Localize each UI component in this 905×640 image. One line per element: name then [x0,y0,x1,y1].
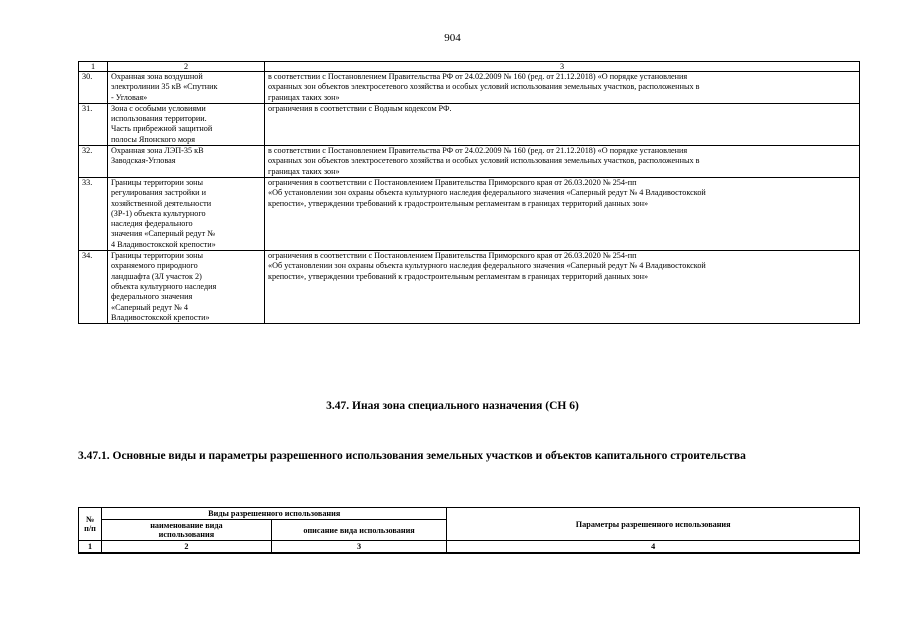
index-cell-4: 4 [447,541,860,554]
header-cell-1: 1 [79,62,108,72]
index-cell-3: 3 [271,541,447,554]
line: использования территории. [111,114,207,124]
zone-description [265,72,860,104]
line: - Угловая» [111,92,148,102]
line: крепости», утверждении требований к градостроительным регламентам в границах территорий данных зон» [268,198,649,208]
line: ландшафта (ЗЛ участок 2) [111,271,202,281]
line: ограничения в соответствии с Постановлением Правительства Приморского края от 26.03.2020 № 254-пп [268,177,637,187]
line: Заводская-Угловая [111,156,176,166]
index-cell-2: 2 [102,541,272,554]
zone-name [108,72,265,104]
line: хозяйственной деятельности [111,198,212,208]
line: охраняемого природного [111,261,198,271]
line: № [85,515,95,524]
line: Охранная зона ЛЭП-35 кВ [111,146,204,156]
line: регулирования застройки и [111,188,206,198]
table-row [79,103,860,145]
page-number: 904 [444,32,461,44]
zone-description [265,177,860,250]
row-number: 31. [79,103,108,145]
section-title: 3.47. Иная зона специального назначения (СН 6) [326,400,579,412]
header-cell-2: 2 [108,62,265,72]
line: значения «Саперный редут № [111,229,216,239]
restrictions-table [78,61,860,324]
table-row [79,177,860,250]
index-cell-1: 1 [79,541,102,554]
row-number: 32. [79,146,108,178]
line: ограничения в соответствии с Постановлением Правительства Приморского края от 26.03.2020 № 254-пп [268,251,637,261]
line: «Об установлении зон охраны объекта культурного наследия федерального значения «Саперный редут № 4 Владивостокской [268,188,706,198]
line: границах таких зон» [268,92,340,102]
line: границах таких зон» [268,166,340,176]
line: объекта культурного наследия [111,281,217,291]
table-row [79,72,860,104]
row-number: 33. [79,177,108,250]
line: (ЗР-1) объекта культурного [111,208,206,218]
subsection-title: 3.47.1. Основные виды и параметры разрешенного использования земельных участков и объектов капитального строительства [78,450,746,462]
zone-description [265,103,860,145]
table-header-row [79,62,860,72]
zone-name [108,251,265,324]
zone-description [265,251,860,324]
line: Границы территории зоны [111,251,204,261]
usage-types-table [78,507,860,554]
table-header-row [79,508,860,520]
line: в соответствии с Постановлением Правительства РФ от 24.02.2009 № 160 (ред. от 21.12.2018) «О порядке установления [268,146,688,156]
line: полосы Японского моря [111,134,195,144]
line: охранных зон объектов электросетевого хозяйства и особых условий использования земельных участков, расположенных в [268,156,700,166]
line: 4 Владивостокской крепости» [111,239,216,249]
line: Охранная зона воздушной [111,72,203,81]
number-column-header [79,508,102,541]
line: Границы территории зоны [111,177,204,187]
zone-description [265,146,860,178]
zone-name [108,146,265,178]
zone-name [108,177,265,250]
line: «Об установлении зон охраны объекта культурного наследия федерального значения «Саперный редут № 4 Владивостокской [268,261,706,271]
parameters-header: Параметры разрешенного использования [447,508,860,541]
line: наименование вида [150,521,223,530]
line: Зона с особыми условиями [111,103,206,113]
column-index-row [79,541,860,554]
line: Часть прибрежной защитной [111,124,213,134]
table-row [79,251,860,324]
line: крепости», утверждении требований к градостроительным регламентам в границах территорий данных зон» [268,271,649,281]
usage-types-group-header: Виды разрешенного использования [102,508,447,520]
table-row [79,146,860,178]
row-number: 30. [79,72,108,104]
header-cell-3: 3 [265,62,860,72]
usage-description-header: описание вида использования [271,520,447,541]
line: «Саперный редут № 4 [111,302,188,312]
line: ограничения в соответствии с Водным кодексом РФ. [268,103,452,113]
line: Владивостокской крепости» [111,312,210,322]
line: охранных зон объектов электросетевого хозяйства и особых условий использования земельных участков, расположенных в [268,82,700,92]
line: электролинии 35 кВ «Спутник [111,82,218,92]
line: федерального значения [111,292,193,302]
row-number: 34. [79,251,108,324]
line: в соответствии с Постановлением Правительства РФ от 24.02.2009 № 160 (ред. от 21.12.2018) «О порядке установления [268,72,688,81]
line: наследия федерального [111,219,193,229]
line: использования [158,530,215,539]
zone-name [108,103,265,145]
line: п/п [84,524,96,533]
usage-name-header [102,520,272,541]
